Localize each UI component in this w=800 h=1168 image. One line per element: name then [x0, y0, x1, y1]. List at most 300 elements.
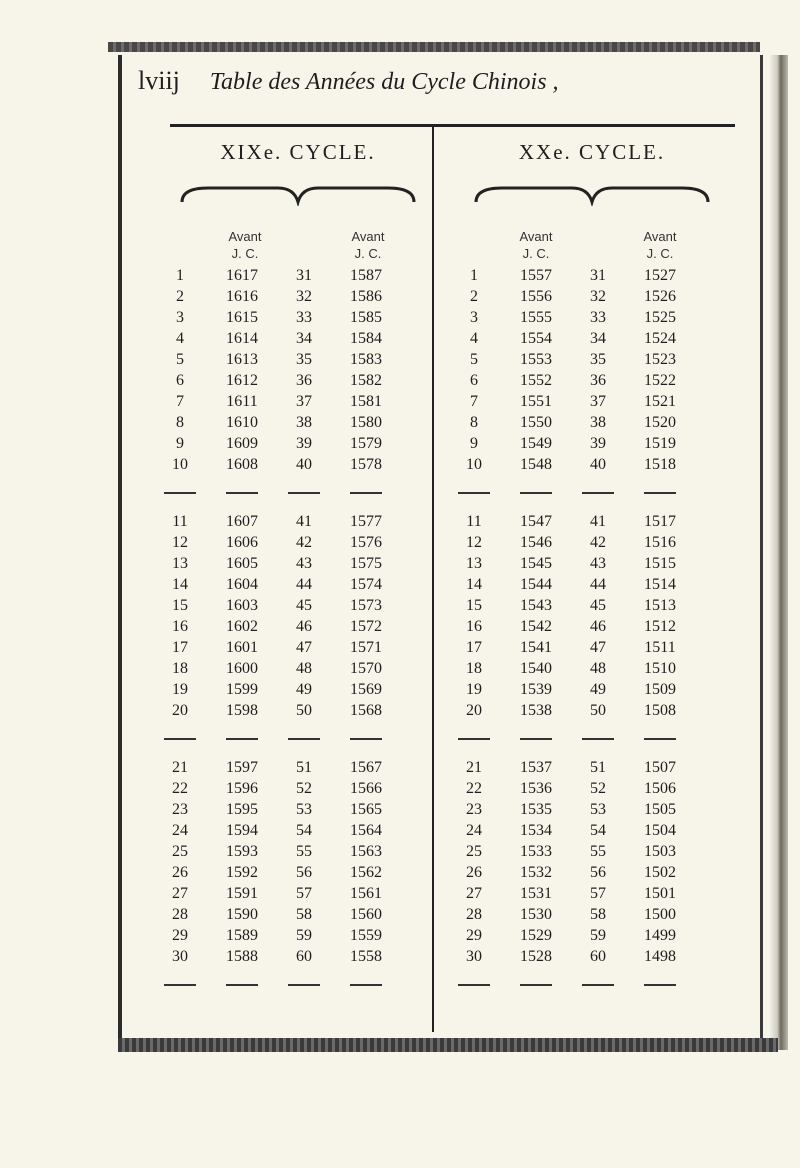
table-row [158, 616, 406, 637]
table-cell: 54 [590, 822, 606, 839]
table-cell: 1 [176, 267, 184, 284]
separator-dash [288, 984, 320, 986]
table-cell: 1581 [350, 393, 382, 410]
table-cell: 1522 [644, 372, 676, 389]
table-cell: 45 [590, 597, 606, 614]
table-cell: 1560 [350, 906, 382, 923]
table-cell: 1599 [226, 681, 258, 698]
table-cell: 1511 [644, 639, 676, 656]
table-cell: 60 [296, 948, 312, 965]
table-cell: 1592 [226, 864, 258, 881]
table-cell: 1602 [226, 618, 258, 635]
separator-cell [452, 967, 496, 1003]
table-cell: 13 [172, 555, 188, 572]
table-cell: 21 [466, 759, 482, 776]
table-cell: 48 [296, 660, 312, 677]
table-cell: 32 [590, 288, 606, 305]
table-row [452, 679, 700, 700]
separator-cell [326, 721, 406, 757]
separator-cell [576, 967, 620, 1003]
table-row [158, 757, 406, 778]
table-cell: 50 [296, 702, 312, 719]
table-cell: 8 [176, 414, 184, 431]
table-cell: 1553 [520, 351, 552, 368]
table-row [158, 265, 406, 286]
table-cell: 1498 [644, 948, 676, 965]
table-cell: 38 [590, 414, 606, 431]
table-row [158, 574, 406, 595]
table-cell: 1564 [350, 822, 382, 839]
separator-dash [458, 984, 490, 986]
separator-cell [620, 475, 700, 511]
table-cell: 1587 [350, 267, 382, 284]
table-cell: 1549 [520, 435, 552, 452]
left-cycle-table [158, 265, 406, 1003]
table-cell: 19 [466, 681, 482, 698]
table-cell: 1583 [350, 351, 382, 368]
table-row [158, 946, 406, 967]
table-cell: 1559 [350, 927, 382, 944]
table-cell: 1582 [350, 372, 382, 389]
table-row [452, 757, 700, 778]
table-cell: 1608 [226, 456, 258, 473]
table-cell: 47 [296, 639, 312, 656]
table-cell: 1541 [520, 639, 552, 656]
table-cell: 1515 [644, 555, 676, 572]
table-cell: 3 [176, 309, 184, 326]
table-row [158, 370, 406, 391]
table-cell: 58 [296, 906, 312, 923]
table-row [452, 862, 700, 883]
table-cell: 29 [466, 927, 482, 944]
block-separator [452, 475, 700, 511]
table-cell: 30 [172, 948, 188, 965]
separator-dash [288, 738, 320, 740]
table-cell: 8 [470, 414, 478, 431]
right-subhead-1-line1: Avant [519, 229, 553, 244]
table-cell: 18 [466, 660, 482, 677]
right-subhead-1 [496, 228, 576, 262]
separator-dash [350, 492, 382, 494]
table-cell: 1 [470, 267, 478, 284]
table-cell: 15 [466, 597, 482, 614]
table-cell: 24 [466, 822, 482, 839]
table-cell: 1591 [226, 885, 258, 902]
table-cell: 1503 [644, 843, 676, 860]
table-cell: 1600 [226, 660, 258, 677]
table-cell: 1612 [226, 372, 258, 389]
separator-dash [288, 492, 320, 494]
page-edge-right [770, 55, 788, 1050]
table-cell: 1605 [226, 555, 258, 572]
table-cell: 56 [590, 864, 606, 881]
table-cell: 1529 [520, 927, 552, 944]
table-cell: 1521 [644, 393, 676, 410]
table-cell: 1514 [644, 576, 676, 593]
table-cell: 1614 [226, 330, 258, 347]
separator-cell [576, 721, 620, 757]
table-cell: 41 [296, 513, 312, 530]
table-row [158, 328, 406, 349]
table-row [452, 307, 700, 328]
table-cell: 1596 [226, 780, 258, 797]
table-cell: 2 [176, 288, 184, 305]
table-cell: 15 [172, 597, 188, 614]
separator-dash [164, 492, 196, 494]
table-cell: 24 [172, 822, 188, 839]
table-cell: 57 [296, 885, 312, 902]
table-cell: 55 [590, 843, 606, 860]
table-cell: 45 [296, 597, 312, 614]
table-row [452, 904, 700, 925]
table-cell: 1598 [226, 702, 258, 719]
table-cell: 10 [172, 456, 188, 473]
block-separator [158, 967, 406, 1003]
table-row [452, 778, 700, 799]
table-row [158, 637, 406, 658]
table-cell: 49 [590, 681, 606, 698]
table-cell: 1556 [520, 288, 552, 305]
page-border-right-line [760, 55, 763, 1050]
table-row [452, 574, 700, 595]
table-row [158, 679, 406, 700]
table-cell: 42 [590, 534, 606, 551]
table-cell: 22 [466, 780, 482, 797]
left-subhead-1-line2: J. C. [231, 246, 259, 261]
separator-cell [326, 967, 406, 1003]
table-cell: 1561 [350, 885, 382, 902]
separator-dash [350, 738, 382, 740]
table-row [452, 820, 700, 841]
table-cell: 5 [176, 351, 184, 368]
table-cell: 12 [172, 534, 188, 551]
table-cell: 16 [466, 618, 482, 635]
page-number: lviij [138, 66, 180, 95]
table-row [452, 595, 700, 616]
table-cell: 43 [590, 555, 606, 572]
table-cell: 3 [470, 309, 478, 326]
table-cell: 20 [466, 702, 482, 719]
table-cell: 40 [590, 456, 606, 473]
table-cell: 1570 [350, 660, 382, 677]
table-cell: 1567 [350, 759, 382, 776]
table-cell: 1579 [350, 435, 382, 452]
block-separator [158, 475, 406, 511]
table-cell: 1504 [644, 822, 676, 839]
separator-dash [164, 738, 196, 740]
block-separator [452, 721, 700, 757]
left-subhead-2-line1: Avant [351, 229, 385, 244]
table-cell: 27 [172, 885, 188, 902]
separator-cell [282, 967, 326, 1003]
table-cell: 22 [172, 780, 188, 797]
table-cell: 1525 [644, 309, 676, 326]
separator-cell [326, 475, 406, 511]
table-cell: 1578 [350, 456, 382, 473]
table-cell: 1519 [644, 435, 676, 452]
separator-dash [582, 984, 614, 986]
table-cell: 1536 [520, 780, 552, 797]
table-cell: 37 [296, 393, 312, 410]
table-cell: 4 [176, 330, 184, 347]
table-cell: 51 [590, 759, 606, 776]
table-cell: 34 [590, 330, 606, 347]
table-row [452, 412, 700, 433]
table-row [158, 700, 406, 721]
table-cell: 38 [296, 414, 312, 431]
table-cell: 1571 [350, 639, 382, 656]
block-separator [158, 721, 406, 757]
table-cell: 33 [296, 309, 312, 326]
table-row [158, 532, 406, 553]
table-cell: 36 [296, 372, 312, 389]
table-row [452, 511, 700, 532]
table-row [158, 286, 406, 307]
table-cell: 1590 [226, 906, 258, 923]
separator-cell [496, 475, 576, 511]
table-cell: 17 [466, 639, 482, 656]
table-cell: 1611 [226, 393, 258, 410]
page-border-bottom [118, 1038, 778, 1052]
table-cell: 4 [470, 330, 478, 347]
page-border-top [108, 42, 760, 52]
table-cell: 1523 [644, 351, 676, 368]
table-row [158, 349, 406, 370]
table-cell: 1548 [520, 456, 552, 473]
table-cell: 1568 [350, 702, 382, 719]
table-cell: 5 [470, 351, 478, 368]
table-cell: 1610 [226, 414, 258, 431]
separator-cell [620, 967, 700, 1003]
table-cell: 41 [590, 513, 606, 530]
page-border-left [118, 55, 122, 1050]
separator-cell [452, 721, 496, 757]
table-cell: 1563 [350, 843, 382, 860]
table-cell: 1512 [644, 618, 676, 635]
table-cell: 1595 [226, 801, 258, 818]
table-cell: 33 [590, 309, 606, 326]
table-row [452, 553, 700, 574]
table-cell: 1520 [644, 414, 676, 431]
table-cell: 9 [176, 435, 184, 452]
table-cell: 1577 [350, 513, 382, 530]
right-cycle-table [452, 265, 700, 1003]
table-cell: 1613 [226, 351, 258, 368]
table-cell: 1500 [644, 906, 676, 923]
table-cell: 1562 [350, 864, 382, 881]
table-row [452, 391, 700, 412]
table-cell: 1531 [520, 885, 552, 902]
table-cell: 44 [590, 576, 606, 593]
table-row [452, 841, 700, 862]
table-cell: 14 [172, 576, 188, 593]
table-cell: 56 [296, 864, 312, 881]
separator-dash [226, 738, 258, 740]
table-cell: 27 [466, 885, 482, 902]
table-cell: 1584 [350, 330, 382, 347]
table-cell: 17 [172, 639, 188, 656]
left-subhead-2-line2: J. C. [354, 246, 382, 261]
table-cell: 1597 [226, 759, 258, 776]
table-cell: 1532 [520, 864, 552, 881]
separator-dash [226, 492, 258, 494]
table-row [452, 265, 700, 286]
table-cell: 12 [466, 534, 482, 551]
table-cell: 1538 [520, 702, 552, 719]
table-cell: 6 [176, 372, 184, 389]
left-subhead-1-line1: Avant [228, 229, 262, 244]
table-row [452, 370, 700, 391]
left-subhead-1 [205, 228, 285, 262]
table-cell: 32 [296, 288, 312, 305]
table-row [452, 925, 700, 946]
table-cell: 23 [466, 801, 482, 818]
left-cycle-brace [178, 182, 418, 206]
table-cell: 31 [296, 267, 312, 284]
table-cell: 25 [172, 843, 188, 860]
table-row [158, 454, 406, 475]
table-cell: 1545 [520, 555, 552, 572]
table-row [158, 658, 406, 679]
table-cell: 1603 [226, 597, 258, 614]
separator-dash [226, 984, 258, 986]
table-cell: 1501 [644, 885, 676, 902]
table-cell: 1588 [226, 948, 258, 965]
table-cell: 10 [466, 456, 482, 473]
table-cell: 14 [466, 576, 482, 593]
right-subhead-1-line2: J. C. [522, 246, 550, 261]
table-row [452, 532, 700, 553]
left-subhead-2 [328, 228, 408, 262]
table-cell: 1566 [350, 780, 382, 797]
table-cell: 1617 [226, 267, 258, 284]
table-row [158, 883, 406, 904]
separator-dash [164, 984, 196, 986]
table-cell: 59 [590, 927, 606, 944]
separator-cell [202, 967, 282, 1003]
table-cell: 1557 [520, 267, 552, 284]
table-cell: 53 [296, 801, 312, 818]
table-row [452, 433, 700, 454]
table-cell: 1524 [644, 330, 676, 347]
table-cell: 1565 [350, 801, 382, 818]
table-row [452, 454, 700, 475]
table-cell: 28 [466, 906, 482, 923]
table-cell: 23 [172, 801, 188, 818]
table-row [452, 946, 700, 967]
table-cell: 46 [296, 618, 312, 635]
table-cell: 44 [296, 576, 312, 593]
table-row [452, 349, 700, 370]
separator-dash [644, 738, 676, 740]
table-cell: 35 [296, 351, 312, 368]
right-subhead-2-line2: J. C. [646, 246, 674, 261]
table-cell: 1542 [520, 618, 552, 635]
table-cell: 1513 [644, 597, 676, 614]
table-cell: 49 [296, 681, 312, 698]
separator-cell [158, 475, 202, 511]
table-row [158, 307, 406, 328]
separator-cell [282, 475, 326, 511]
table-cell: 39 [590, 435, 606, 452]
table-cell: 1616 [226, 288, 258, 305]
table-cell: 1535 [520, 801, 552, 818]
separator-dash [520, 984, 552, 986]
table-cell: 16 [172, 618, 188, 635]
table-cell: 36 [590, 372, 606, 389]
table-cell: 52 [296, 780, 312, 797]
table-cell: 1527 [644, 267, 676, 284]
table-cell: 7 [176, 393, 184, 410]
separator-cell [202, 475, 282, 511]
table-row [452, 700, 700, 721]
table-cell: 20 [172, 702, 188, 719]
table-cell: 1574 [350, 576, 382, 593]
header-rule [170, 124, 735, 127]
right-cycle-brace [472, 182, 712, 206]
table-cell: 1606 [226, 534, 258, 551]
table-cell: 9 [470, 435, 478, 452]
table-cell: 1530 [520, 906, 552, 923]
table-cell: 1572 [350, 618, 382, 635]
table-cell: 54 [296, 822, 312, 839]
table-cell: 43 [296, 555, 312, 572]
separator-cell [202, 721, 282, 757]
separator-dash [350, 984, 382, 986]
table-row [158, 925, 406, 946]
table-cell: 58 [590, 906, 606, 923]
separator-dash [520, 492, 552, 494]
separator-dash [582, 738, 614, 740]
right-subhead-2-line1: Avant [643, 229, 677, 244]
table-cell: 1528 [520, 948, 552, 965]
table-row [452, 883, 700, 904]
table-cell: 50 [590, 702, 606, 719]
table-cell: 37 [590, 393, 606, 410]
table-row [452, 637, 700, 658]
table-cell: 51 [296, 759, 312, 776]
left-cycle-title: XIXe. CYCLE. [220, 140, 376, 164]
table-cell: 35 [590, 351, 606, 368]
table-cell: 1540 [520, 660, 552, 677]
separator-cell [496, 721, 576, 757]
table-cell: 1534 [520, 822, 552, 839]
separator-cell [158, 721, 202, 757]
table-cell: 1589 [226, 927, 258, 944]
separator-dash [458, 738, 490, 740]
block-separator [452, 967, 700, 1003]
right-subhead-2 [620, 228, 700, 262]
separator-dash [582, 492, 614, 494]
separator-cell [576, 475, 620, 511]
table-cell: 1607 [226, 513, 258, 530]
table-cell: 1593 [226, 843, 258, 860]
table-row [158, 862, 406, 883]
table-cell: 1575 [350, 555, 382, 572]
table-cell: 55 [296, 843, 312, 860]
table-cell: 1507 [644, 759, 676, 776]
table-cell: 30 [466, 948, 482, 965]
table-row [158, 904, 406, 925]
table-cell: 1604 [226, 576, 258, 593]
table-row [452, 616, 700, 637]
table-cell: 29 [172, 927, 188, 944]
table-cell: 1585 [350, 309, 382, 326]
table-cell: 31 [590, 267, 606, 284]
table-cell: 1601 [226, 639, 258, 656]
table-cell: 11 [172, 513, 188, 530]
separator-cell [620, 721, 700, 757]
